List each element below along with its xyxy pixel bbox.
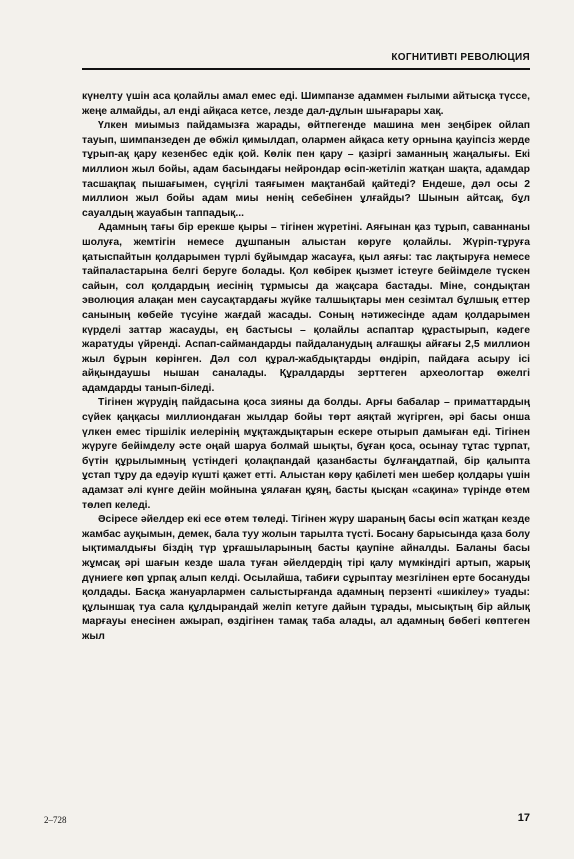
running-head [82, 52, 530, 70]
page-number: 17 [517, 812, 530, 824]
running-title: КОГНИТИВТІ РЕВОЛЮЦИЯ [391, 52, 530, 63]
paragraph: Тігінен жүрудің пайдасына қоса зияны да болды. Арғы бабалар – приматтардың сүйек қаңқасы миллиондаған жылдар бойы төрт аяқтай жүгірген, әрі басы онша үлкен емес тіршілік иелерінің мұқтаждықтарын ескере отырып дамыған еді. Тігінен жүруге бейімделу әсте оңай шаруа болмай шықты, бұған қоса, осынау тұтас тұрпат, бүтін құрылымның үстіндегі қолақпандай қазанбасты бұлғаңдатпай, бір қалыпта ұстап тұру да едәуір күшті қажет етті. Алыстан көру қабілеті мен шебер қолдары үшін адамзат әлі күнге дейін мойнына ұялаған құяң, басты қысқан «сақина» түрінде өтем төлеп келеді. [82, 397, 530, 511]
paragraph: Үлкен миымыз пайдамызға жарады, өйтпегенде машина мен зеңбірек ойлап тауып, шимпанзеден де өбжіл қимылдап, олармен айқаса кету орнына қауіпсіз жерде тұрып-ақ қару кезенбес едік қой. Көлік пен қару – қазіргі заманның жаңалығы. Екі миллион жыл бойы, адам басындағы нейрондар өсіп-жетіліп жатқан шақта, адамдар тасшақпақ пышағымен, сүңгілі таяғымен мақтанбай қайтеді? Ендеше, дәл осы 2 миллион жыл бойы адам миы ненің себебінен ұлғайды? Шынын айтсақ, бұл сауалдың жауабын таппадық... [82, 120, 530, 219]
body-text [82, 90, 530, 645]
signature-mark: 2–728 [44, 815, 67, 825]
paragraph: Адамның тағы бір ерекше қыры – тігінен жүретіні. Аяғынан қаз тұрып, саваннаны шолуға, жемтігін немесе дұшпанын алыстан көруге қолайлы. Жүріп-тұруға қатыспайтын қолдарымен түрлі бұйымдар жасауға, қыл аяғы: тас лақтыруға немесе тайпаластарына белгі беруге болады. Қол көбірек қызмет істеуге бейімделе түскен сайын, сол қолдардың иесінің тұрмысы да жақсара бастады. Міне, сондықтан эволюция алақан мен саусақтардағы жүйке талшықтары мен сезімтал бұлшық еттер санының көбейе түсуіне жағдай жасады. Соның нәтижесінде адам қолдарымен күрделі заттар жасауды, ең бастысы – қолайлы аспаптар құрастырып, кәдеге жаратуды үйренді. Аспап-саймандарды пайдаланудың алғашқы айғағы 2,5 миллион жыл бұрын көрінген. Дәл сол құрал-жабдықтарды өндіріп, пайдаға асыру ісі айқындаушы нышан саналады. Құралдарды зерттеген археологтар өжелгі адамдарды танып-біледі. [82, 222, 530, 394]
paragraph: Әсіресе әйелдер екі есе өтем төледі. Тігінен жүру шараның басы өсіп жатқан кезде жамбас ауқымын, демек, бала туу жолын тарылта түсті. Босану барысында қаза болу ықтималдығы біздің түр ұрғашыларының басты қаупіне айналды. Баланы басы жұмсақ әрі шағын кезде шала туған әйелдердің тірі қалу мүмкіндігі артып, жарық дүниеге көп ұрпақ алып келді. Осылайша, табиғи сұрыптау мезгілінен ерте босануды қолдады. Басқа жануарлармен салыстырғанда адамның перзенті «шикілеу» туады: құлыншақ туа сала құлдырандай желіп кетуге дайын тұрады, мысықтың бір айлық марғауы енесінен ажырап, өздігінен тамақ таба алады, ал адамның бөбегі көптеген жыл [82, 514, 530, 642]
paragraph-continued: күнелту үшін аса қолайлы амал емес еді. Шимпанзе адаммен ғылыми айтысқа түссе, жеңе алмайды, ал енді айқаса кетсе, лезде дал-дұлын шығарары хақ. [82, 91, 530, 117]
